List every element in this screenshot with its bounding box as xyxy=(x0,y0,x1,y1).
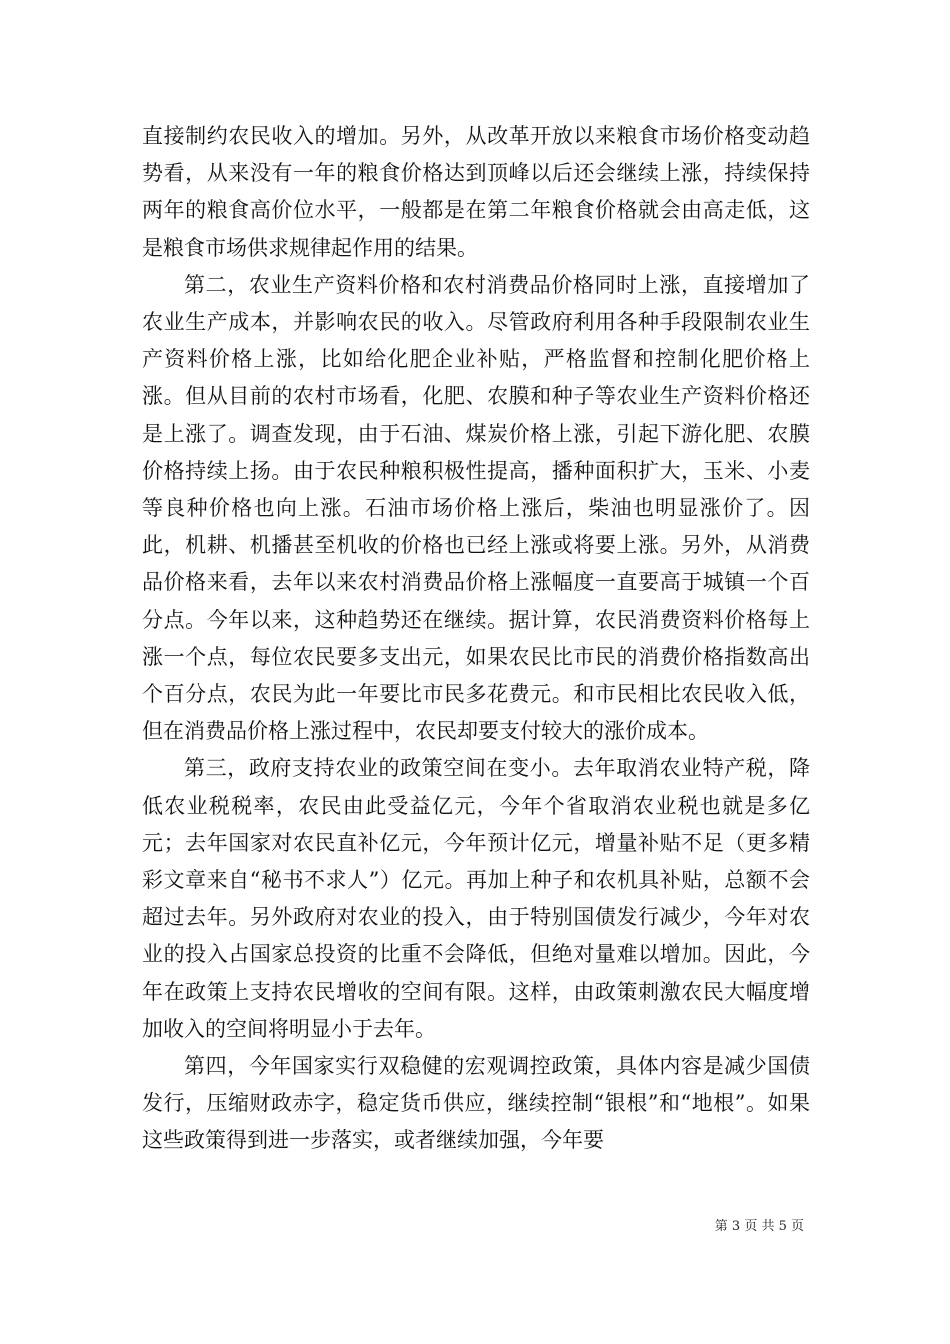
document-body xyxy=(142,118,810,1160)
page-number-footer: 第 3 页 共 5 页 xyxy=(714,1219,804,1234)
paragraph-fourth-point: 第四，今年国家实行双稳健的宏观调控政策，具体内容是减少国债发行，压缩财政赤字，稳定货币供应，继续控制“银根”和“地根”。如果这些政策得到进一步落实，或者继续加强，今年要 xyxy=(142,1054,810,1153)
paragraph-continuation: 直接制约农民收入的增加。另外，从改革开放以来粮食市场价格变动趋势看，从来没有一年的粮食价格达到顶峰以后还会继续上涨，持续保持两年的粮食高价位水平，一般都是在第二年粮食价格就会由高走低，这是粮食市场供求规律起作用的结果。 xyxy=(142,124,810,260)
paragraph-third-point: 第三，政府支持农业的政策空间在变小。去年取消农业特产税，降低农业税税率，农民由此受益亿元，今年个省取消农业税也就是多亿元；去年国家对农民直补亿元，今年预计亿元，增量补贴不足（更多精彩文章来自“秘书不求人”）亿元。再加上种子和农机具补贴，总额不会超过去年。另外政府对农业的投入，由于特别国债发行减少，今年对农业的投入占国家总投资的比重不会降低，但绝对量难以增加。因此，今年在政策上支持农民增收的空间有限。这样，由政策刺激农民大幅度增加收入的空间将明显小于去年。 xyxy=(142,756,810,1041)
paragraph-second-point: 第二，农业生产资料价格和农村消费品价格同时上涨，直接增加了农业生产成本，并影响农民的收入。尽管政府利用各种手段限制农业生产资料价格上涨，比如给化肥企业补贴，严格监督和控制化肥价格上涨。但从目前的农村市场看，化肥、农膜和种子等农业生产资料价格还是上涨了。调查发现，由于石油、煤炭价格上涨，引起下游化肥、农膜价格持续上扬。由于农民种粮积极性提高，播种面积扩大，玉米、小麦等良种价格也向上涨。石油市场价格上涨后，柴油也明显涨价了。因此，机耕、机播甚至机收的价格也已经上涨或将要上涨。另外，从消费品价格来看，去年以来农村消费品价格上涨幅度一直要高于城镇一个百分点。今年以来，这种趋势还在继续。据计算，农民消费资料价格每上涨一个点，每位农民要多支出元，如果农民比市民的消费价格指数高出个百分点，农民为此一年要比市民多花费元。和市民相比农民收入低，但在消费品价格上涨过程中，农民却要支付较大的涨价成本。 xyxy=(142,272,810,744)
